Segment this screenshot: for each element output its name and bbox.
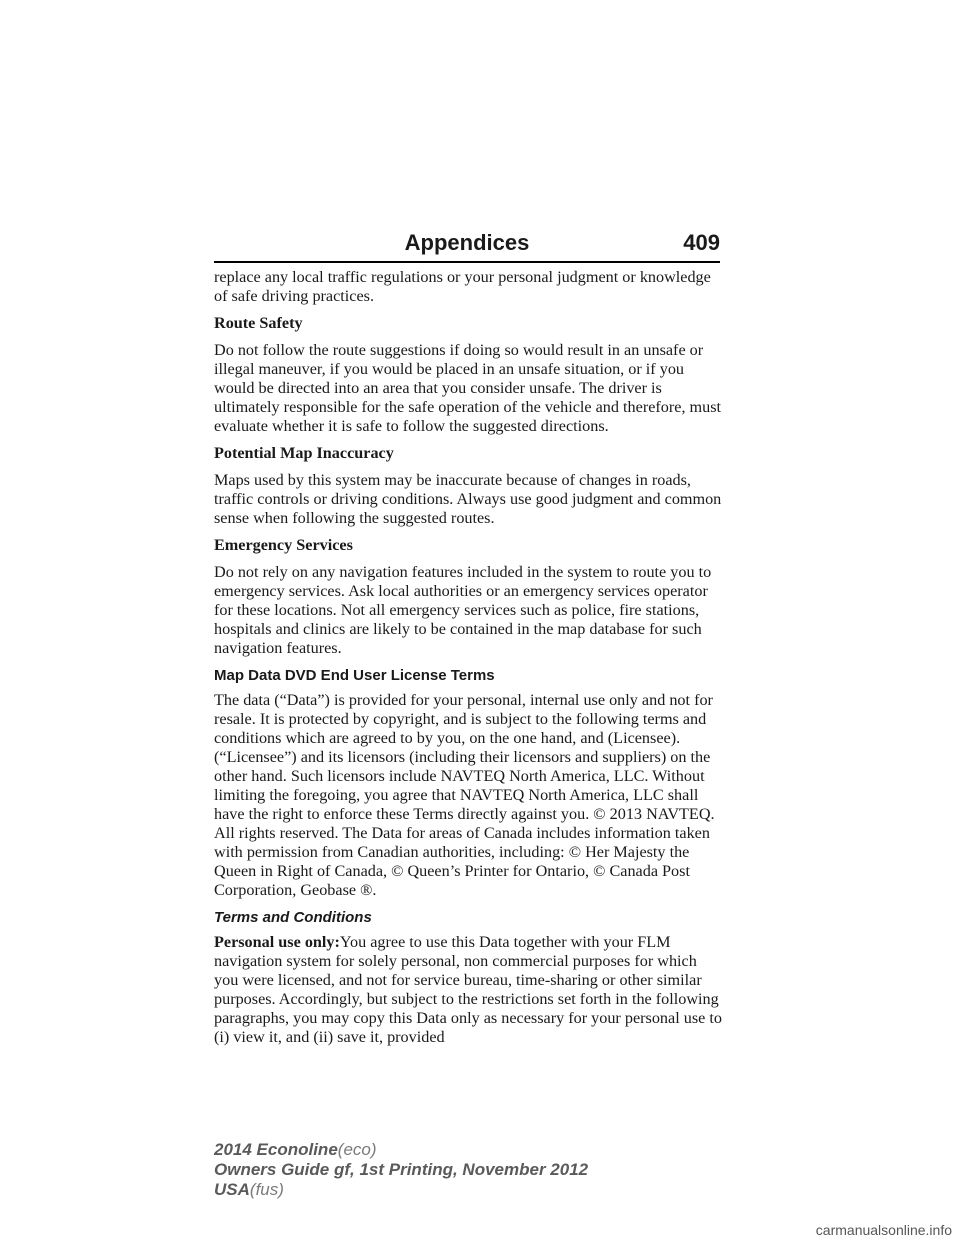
page-footer	[214, 1140, 588, 1200]
paragraph-route-safety: Do not follow the route suggestions if doing so would result in an unsafe or illegal maneuver, if you would be placed in an unsafe situation, or if you would be directed into an area that you consider unsafe. The driver is ultimately responsible for the safe operation of the vehicle and therefore, must evaluate whether it is safe to follow the suggested directions.	[214, 341, 722, 435]
body-text	[214, 268, 724, 1055]
footer-region-line	[214, 1180, 588, 1200]
heading-terms-conditions: Terms and Conditions	[214, 909, 372, 926]
paragraph-license-terms: The data (“Data”) is provided for your personal, internal use only and not for resale. It is protected by copyright, and is subject to the following terms and conditions which are agreed to by you, on the one hand, and (Licensee). (“Licensee”) and its licensors (including their licensors and suppliers) on the other hand. Such licensors include NAVTEQ North America, LLC. Without limiting the foregoing, you agree that NAVTEQ North America, LLC shall have the right to enforce these Terms directly against you. © 2013 NAVTEQ. All rights reserved. The Data for areas of Canada includes information taken with permission from Canadian authorities, including: © Her Majesty the Queen in Right of Canada, © Queen’s Printer for Ontario, © Canada Post Corporation, Geobase ®.	[214, 691, 715, 899]
section-title: Appendices	[404, 230, 530, 255]
paragraph-emergency-services: Do not rely on any navigation features included in the system to route you to emergency services. Ask local authorities or an emergency services operator for these locations. Not all emergency services such as police, fire stations, hospitals and clinics are likely to be contained in the map database for such navigation features.	[214, 563, 712, 657]
footer-region-code: (fus)	[249, 1180, 284, 1199]
paragraph-map-inaccuracy: Maps used by this system may be inaccurate because of changes in roads, traffic controls or driving conditions. Always use good judgment and common sense when following the suggested routes.	[214, 471, 722, 527]
personal-use-text: You agree to use this Data together with your FLM navigation system for solely personal, non commercial purposes for which you were licensed, and not for service bureau, time-sharing or other similar purposes. Accordingly, but subject to the restrictions set forth in the following paragraphs, you may copy this Data only as necessary for your personal use to (i) view it, and (ii) save it, provided	[214, 933, 722, 1046]
watermark: carmanualsonline.info	[815, 1222, 952, 1238]
page-number: 409	[683, 230, 720, 255]
heading-map-inaccuracy: Potential Map Inaccuracy	[214, 444, 394, 462]
header-rule	[214, 261, 720, 263]
page-header	[214, 230, 720, 260]
footer-guide-line	[214, 1160, 588, 1180]
paragraph-personal-use	[214, 933, 724, 1047]
heading-route-safety: Route Safety	[214, 314, 303, 332]
footer-model-line	[214, 1140, 588, 1160]
footer-model-code: (eco)	[337, 1140, 377, 1159]
heading-emergency-services: Emergency Services	[214, 536, 353, 554]
footer-model: 2014 Econoline	[214, 1140, 338, 1159]
paragraph-continuation: replace any local traffic regulations or your personal judgment or knowledge of safe driving practices.	[214, 268, 711, 305]
heading-license-terms: Map Data DVD End User License Terms	[214, 667, 495, 684]
footer-guide: Owners Guide gf, 1st Printing, November 2012	[214, 1160, 589, 1179]
footer-region: USA	[214, 1180, 250, 1199]
personal-use-label: Personal use only:	[214, 933, 340, 951]
